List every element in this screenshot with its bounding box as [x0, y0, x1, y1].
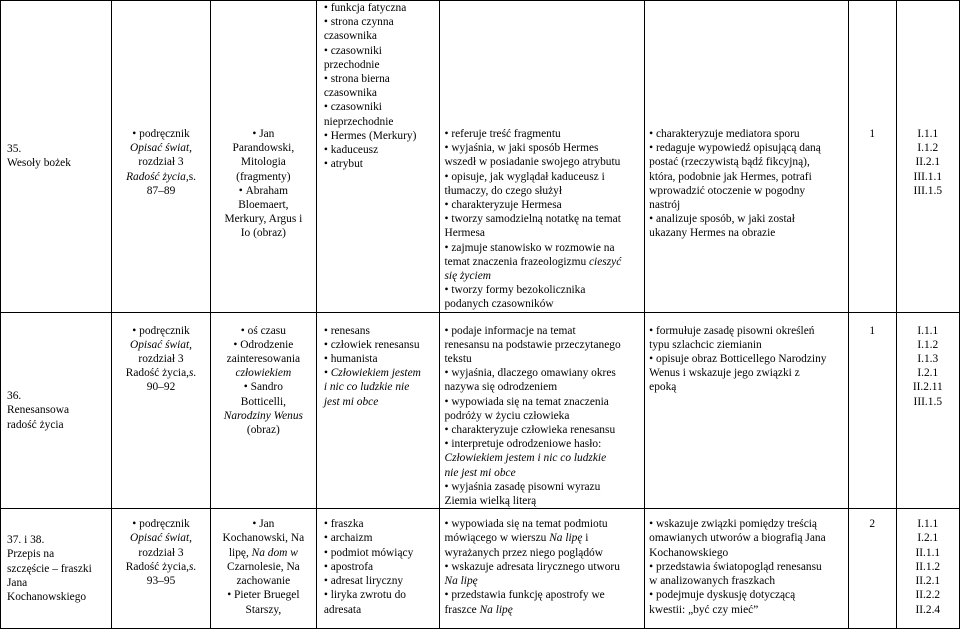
lesson-cell: [1, 312, 112, 509]
cell-line: Kochanowskiego: [7, 591, 87, 604]
list-item: Bloemaert,: [238, 199, 289, 212]
list-item: • interpretuje odrodzeniowe hasło:: [444, 437, 644, 451]
list-item: przechodnie: [323, 58, 380, 71]
cell-line: II.1.1: [915, 546, 941, 559]
list-item: • przedstawia światopogląd renesansu: [649, 560, 848, 574]
list-item: Narodziny Wenus: [223, 409, 303, 422]
list-item: Ziemia wielką literą: [444, 495, 537, 508]
lesson-cell: [1, 509, 112, 629]
list-item: • charakteryzuje mediatora sporu: [649, 127, 848, 141]
list-item: • liryka zwrotu do: [324, 588, 440, 602]
list-item: (obraz): [246, 424, 280, 437]
list-item: • Sandro: [211, 380, 316, 394]
list-item: • podejmuje dyskusję dotyczącą: [649, 588, 848, 602]
cell-line: szczęście – fraszki: [7, 562, 92, 575]
materials-cell: [112, 509, 211, 629]
list-item: rozdział 3: [138, 353, 184, 366]
cell-line: Przepis na: [7, 548, 55, 561]
list-item: Opisać świat,: [130, 142, 193, 155]
list-item: czasownika: [323, 87, 377, 100]
list-item: podanych czasowników: [444, 298, 554, 311]
list-item: nie jest mi obce: [444, 466, 516, 479]
list-item: Opisać świat,: [130, 338, 193, 351]
list-item: • wyjaśnia, dlaczego omawiany okres: [444, 366, 644, 380]
concepts-cell: [316, 509, 440, 629]
list-item: • przedstawia funkcję apostrofy we: [444, 588, 644, 602]
cell-line: Jana: [7, 576, 28, 589]
list-item: • atrybut: [324, 157, 440, 171]
materials-cell: [112, 312, 211, 509]
list-item: • apostrofa: [324, 560, 440, 574]
list-item: Kochanowski, Na: [222, 532, 305, 545]
cell-line: I.1.1: [917, 324, 939, 337]
list-item: Starszy,: [245, 603, 282, 616]
list-item: • Hermes (Merkury): [324, 129, 440, 143]
list-item: rozdział 3: [138, 156, 184, 169]
list-item: • podaje informacje na temat: [444, 324, 644, 338]
list-item: nastrój: [649, 199, 681, 212]
list-item: Człowiekiem jestem i nic co ludzkie: [444, 452, 607, 465]
list-item: adresata: [323, 603, 362, 616]
extended-requirements-cell: [645, 312, 849, 509]
list-item: • czasowniki: [324, 100, 440, 114]
list-item: Parandowski,: [232, 142, 295, 155]
list-item: nieprzechodnie: [323, 115, 394, 128]
list-item: wyrażanych przez niego poglądów: [444, 546, 603, 559]
list-item: człowiekiem: [235, 367, 292, 380]
list-item: • Jan: [211, 127, 316, 141]
list-item: • czasowniki: [324, 44, 440, 58]
requirements-cell: [440, 1, 645, 313]
list-item: Radość życia,s.: [126, 170, 196, 183]
list-item: czasownika: [323, 30, 377, 43]
list-item: • Człowiekiem jestem: [324, 366, 440, 380]
codes-cell: [896, 509, 959, 629]
cell-line: I.1.2: [917, 142, 939, 155]
cell-line: I.2.1: [917, 367, 939, 380]
list-item: temat znaczenia frazeologizmu cieszyć: [444, 255, 622, 268]
list-item: która, podobnie jak Hermes, potrafi: [649, 170, 812, 183]
cell-line: II.2.1: [915, 575, 941, 588]
cell-line: II.2.1: [915, 156, 941, 169]
list-item: 87–89: [146, 184, 176, 197]
list-item: Mitologia: [240, 156, 286, 169]
cell-line: I.1.2: [917, 338, 939, 351]
list-item: • analizuje sposób, w jaki został: [649, 212, 848, 226]
list-item: i nic co ludzkie nie: [323, 381, 410, 394]
table-row: [1, 1, 960, 313]
list-item: • Jan: [211, 517, 316, 531]
cell-line: II.2.2: [915, 589, 941, 602]
list-item: jest mi obce: [323, 395, 379, 408]
requirements-cell: [440, 312, 645, 509]
cell-line: II.1.2: [915, 560, 941, 573]
list-item: • opisuje obraz Botticellego Narodziny: [649, 352, 848, 366]
cell-line: Wesoły bożek: [7, 157, 71, 170]
list-item: Czarnolesie, Na: [226, 560, 300, 573]
list-item: • adresat liryczny: [324, 574, 440, 588]
texts-cell: [210, 312, 316, 509]
codes-cell: [896, 1, 959, 313]
concepts-cell: [316, 312, 440, 509]
list-item: Opisać świat,: [130, 532, 193, 545]
list-item: • zajmuje stanowisko w rozmowie na: [444, 241, 644, 255]
list-item: Wenus i wskazuje jego związki z: [649, 367, 800, 380]
list-item: • wskazuje związki pomiędzy treścią: [649, 517, 848, 531]
materials-cell: [112, 1, 211, 313]
cell-line: III.1.1: [913, 170, 943, 183]
list-item: Hermesa: [444, 227, 485, 240]
texts-cell: [210, 1, 316, 313]
hours-value: 1: [869, 128, 876, 140]
list-item: typu szlachcic ziemianin: [649, 338, 762, 351]
list-item: epoką: [649, 381, 677, 394]
list-item: wszedł w posiadanie swojego atrybutu: [444, 156, 621, 169]
list-item: tekstu: [444, 353, 472, 366]
extended-requirements-cell: [645, 509, 849, 629]
list-item: • podręcznik: [112, 517, 210, 531]
list-item: • opisuje, jak wyglądał kaduceusz i: [444, 170, 644, 184]
list-item: • tworzy formy bezokolicznika: [444, 283, 644, 297]
cell-line: 37. i 38.: [7, 534, 45, 547]
list-item: Radość życia,s.: [125, 560, 197, 573]
list-item: kwestii: „być czy mieć”: [649, 603, 759, 616]
table-row: [1, 312, 960, 509]
lesson-cell: [1, 1, 112, 313]
list-item: wprowadzić otoczenie w pogodny: [649, 184, 806, 197]
cell-line: radość życia: [7, 418, 64, 431]
list-item: Na lipę: [444, 575, 478, 588]
list-item: • podręcznik: [112, 127, 210, 141]
list-item: tłumaczy, do czego służył: [444, 184, 563, 197]
list-item: Radość życia,s.: [125, 367, 197, 380]
hours-cell: [848, 1, 896, 313]
cell-line: III.1.5: [913, 184, 943, 197]
list-item: Merkury, Argus i: [224, 213, 303, 226]
hours-value: 1: [869, 324, 876, 337]
list-item: podróży w życiu człowieka: [444, 409, 570, 422]
texts-cell: [210, 509, 316, 629]
list-item: • humanista: [324, 352, 440, 366]
list-item: • renesans: [324, 324, 440, 338]
list-item: postać (rzeczywistą bądź fikcyjną),: [649, 156, 810, 169]
list-item: omawianych utworów a biografią Jana: [649, 532, 826, 545]
list-item: mówiącego w wierszu Na lipę i: [444, 532, 589, 545]
list-item: • wyjaśnia, w jaki sposób Hermes: [444, 141, 644, 155]
list-item: • podmiot mówiący: [324, 546, 440, 560]
list-item: • funkcja fatyczna: [324, 1, 440, 15]
list-item: Kochanowskiego: [649, 546, 729, 559]
list-item: ukazany Hermes na obrazie: [649, 227, 776, 240]
list-item: • charakteryzuje Hermesa: [444, 198, 644, 212]
list-item: (fragmenty): [236, 170, 291, 183]
list-item: • oś czasu: [211, 324, 316, 338]
list-item: Botticelli,: [240, 395, 286, 408]
list-item: • strona czynna: [324, 15, 440, 29]
cell-line: I.2.1: [917, 532, 939, 545]
cell-line: 36.: [7, 390, 22, 403]
list-item: • kaduceusz: [324, 143, 440, 157]
extended-requirements-cell: [645, 1, 849, 313]
list-item: zachowanie: [236, 575, 291, 588]
list-item: • strona bierna: [324, 72, 440, 86]
list-item: • podręcznik: [112, 324, 210, 338]
cell-line: I.1.1: [917, 128, 939, 140]
cell-line: 35.: [7, 143, 22, 156]
cell-line: I.1.3: [917, 353, 939, 366]
list-item: • formułuje zasadę pisowni określeń: [649, 324, 848, 338]
cell-line: III.1.5: [913, 395, 943, 408]
cell-line: II.2.4: [915, 603, 941, 616]
list-item: • Odrodzenie: [211, 338, 316, 352]
requirements-cell: [440, 509, 645, 629]
list-item: • Abraham: [211, 184, 316, 198]
codes-cell: [896, 312, 959, 509]
list-item: 90–92: [146, 381, 176, 394]
list-item: fraszce Na lipę: [444, 603, 513, 616]
list-item: się życiem: [444, 270, 491, 283]
list-item: • wskazuje adresata lirycznego utworu: [444, 560, 644, 574]
list-item: • wyjaśnia zasadę pisowni wyrazu: [444, 480, 644, 494]
list-item: • wypowiada się na temat znaczenia: [444, 395, 644, 409]
list-item: • redaguje wypowiedź opisującą daną: [649, 141, 848, 155]
cell-line: II.2.11: [912, 381, 943, 394]
list-item: zainteresowania: [226, 353, 301, 366]
cell-line: Renesansowa: [7, 404, 69, 417]
hours-value: 2: [869, 518, 876, 531]
list-item: Io (obraz): [240, 227, 286, 240]
list-item: • tworzy samodzielną notatkę na temat: [444, 212, 644, 226]
list-item: • wypowiada się na temat podmiotu: [444, 517, 644, 531]
list-item: rozdział 3: [138, 546, 184, 559]
list-item: w analizowanych fraszkach: [649, 575, 776, 588]
list-item: • charakteryzuje człowieka renesansu: [444, 423, 644, 437]
hours-cell: [848, 509, 896, 629]
list-item: nazywa się odrodzeniem: [444, 381, 558, 394]
list-item: • referuje treść fragmentu: [444, 127, 644, 141]
list-item: • archaizm: [324, 531, 440, 545]
list-item: • fraszka: [324, 517, 440, 531]
list-item: • człowiek renesansu: [324, 338, 440, 352]
list-item: • Pieter Bruegel: [211, 588, 316, 602]
cell-line: I.1.1: [917, 518, 939, 531]
concepts-cell: [316, 1, 440, 313]
table-row: [1, 509, 960, 629]
list-item: 93–95: [146, 575, 176, 588]
hours-cell: [848, 312, 896, 509]
list-item: renesansu na podstawie przeczytanego: [444, 338, 621, 351]
list-item: lipę, Na dom w: [228, 546, 298, 559]
